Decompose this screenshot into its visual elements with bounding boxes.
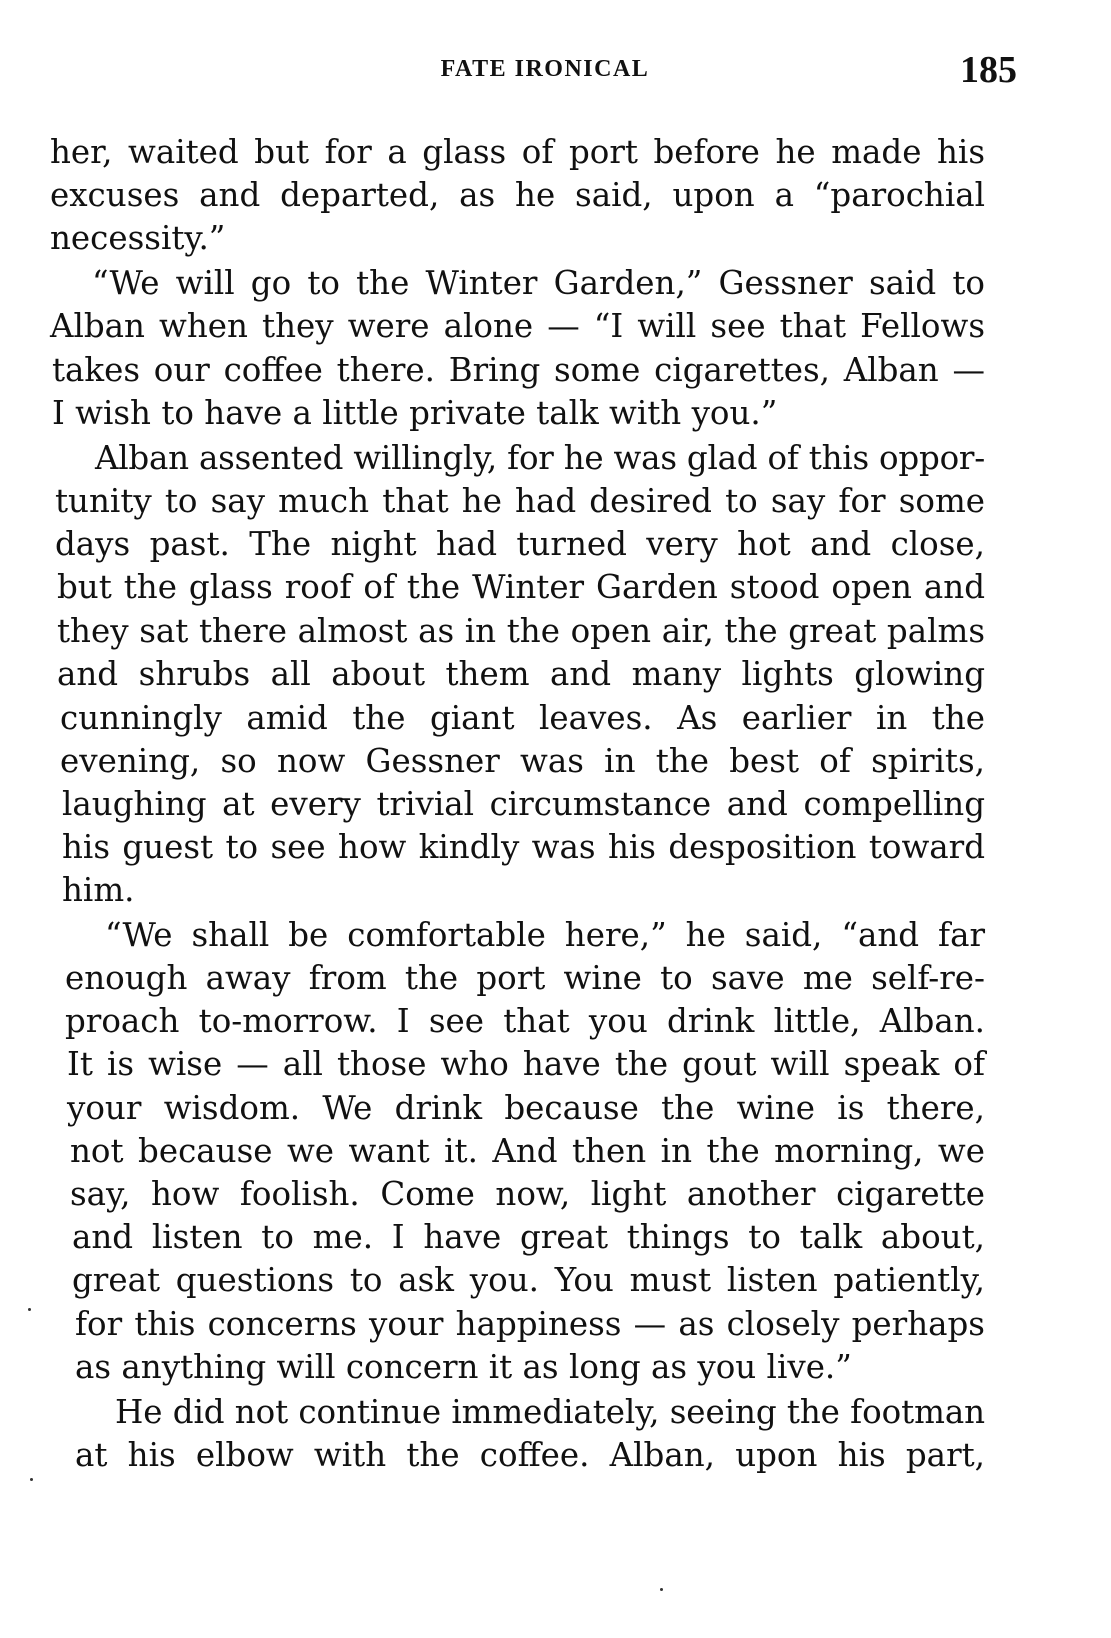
text-line: necessity.” (50, 219, 226, 257)
text-line: enough away from the port wine to save me self-re- (65, 959, 985, 997)
text-line: great questions to ask you. You must listen patiently, (72, 1261, 985, 1299)
text-line: “We shall be comfortable here,” he said, “and far (105, 916, 985, 954)
text-line: say, how foolish. Come now, light another cigarette (70, 1175, 985, 1213)
text-line: but the glass roof of the Winter Garden stood open and (57, 568, 985, 606)
text-line: your wisdom. We drink because the wine is there, (67, 1089, 985, 1127)
chapter-title: FATE IRONICAL (440, 56, 650, 82)
text-line: him. (62, 871, 135, 909)
text-line: He did not continue immediately, seeing the footman (115, 1393, 985, 1431)
text-line: his guest to see how kindly was his desposition toward (62, 828, 985, 866)
text-line: her, waited but for a glass of port before he made his (50, 133, 985, 171)
text-line: for this concerns your happiness — as closely perhaps (75, 1305, 985, 1343)
page-number: 185 (960, 49, 1017, 91)
text-line: and shrubs all about them and many lights glowing (57, 655, 985, 693)
text-line: excuses and departed, as he said, upon a “parochial (50, 176, 985, 214)
text-line: at his elbow with the coffee. Alban, upon his part, (75, 1436, 985, 1474)
text-line: proach to-morrow. I see that you drink little, Alban. (65, 1002, 985, 1040)
scan-speck (660, 1588, 663, 1591)
text-line: as anything will concern it as long as you live.” (75, 1348, 852, 1386)
text-line: cunningly amid the giant leaves. As earlier in the (60, 699, 985, 737)
text-line: “We will go to the Winter Garden,” Gessner said to (92, 264, 985, 302)
text-line: not because we want it. And then in the morning, we (70, 1132, 985, 1170)
text-line: Alban assented willingly, for he was glad of this oppor- (95, 439, 985, 477)
text-line: they sat there almost as in the open air, the great palms (57, 612, 985, 650)
text-line: evening, so now Gessner was in the best of spirits, (60, 742, 985, 780)
text-line: laughing at every trivial circumstance and compelling (62, 785, 985, 823)
text-line: I wish to have a little private talk with you.” (52, 394, 778, 432)
scan-speck (28, 1308, 31, 1311)
scan-speck (30, 1478, 33, 1481)
text-line: takes our coffee there. Bring some cigarettes, Alban — (52, 351, 985, 389)
text-line: It is wise — all those who have the gout will speak of (67, 1045, 985, 1083)
text-line: Alban when they were alone — “I will see that Fellows (50, 307, 985, 345)
text-line: and listen to me. I have great things to talk about, (72, 1218, 985, 1256)
text-line: tunity to say much that he had desired to say for some (55, 482, 985, 520)
text-line: days past. The night had turned very hot and close, (55, 525, 985, 563)
